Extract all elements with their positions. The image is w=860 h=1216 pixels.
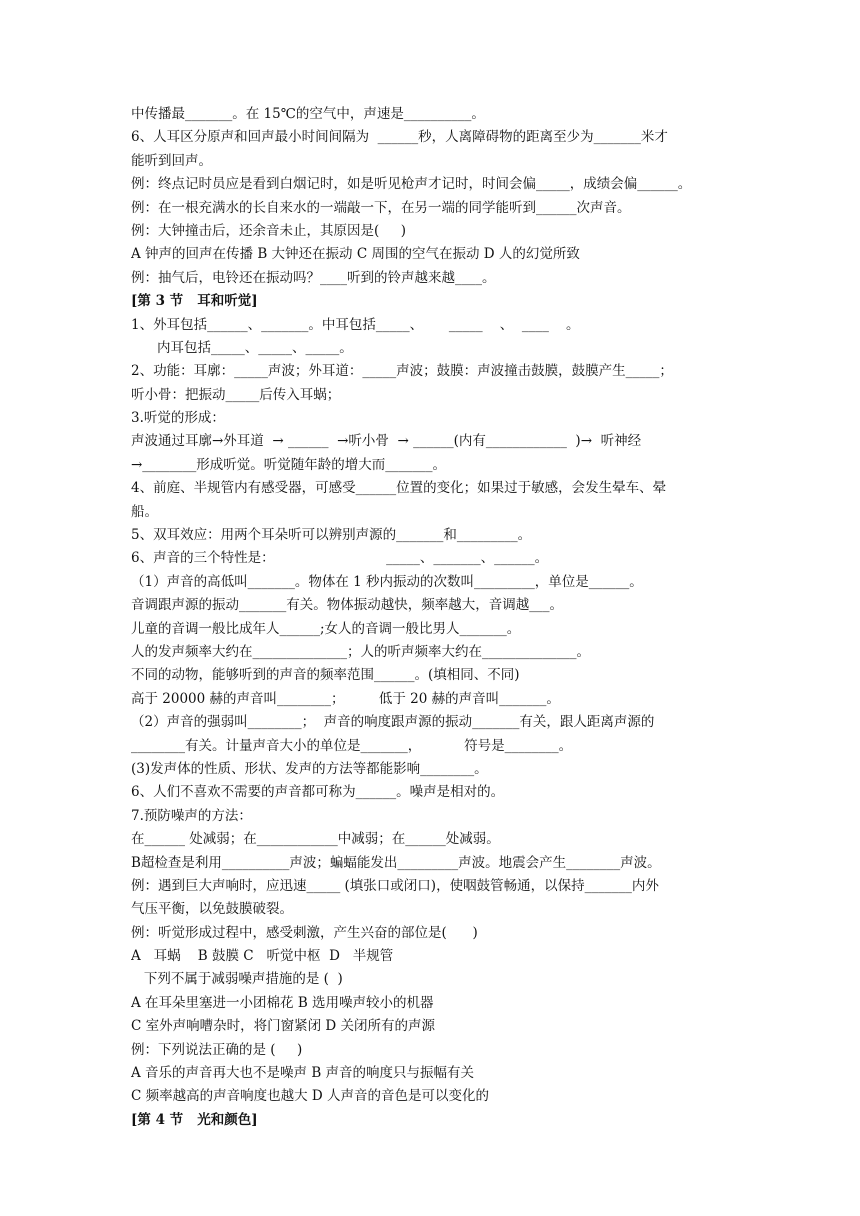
text-line: A 钟声的回声在传播 B 大钟还在振动 C 周围的空气在振动 D 人的幻觉所致 xyxy=(131,246,580,263)
text-line: 音调跟声源的振动_______有关。物体振动越快，频率越大，音调越___。 xyxy=(131,597,563,614)
text-line: 听小骨：把振动_____后传入耳蜗； xyxy=(131,386,341,403)
text-line: 2、功能：耳廓：_____声波；外耳道：_____声波；鼓膜：声波撞击鼓膜，鼓膜产生_____； xyxy=(131,363,673,380)
text-line: 下列不属于减弱噪声措施的是 ( ) xyxy=(131,971,343,988)
text-line: →________形成听觉。听觉随年龄的增大而_______。 xyxy=(131,456,447,473)
text-line: 6、人耳区分原声和回声最小时间间隔为 ______秒，人离障碍物的距离至少为_______米才 xyxy=(131,129,668,146)
text-line: 1、外耳包括______、_______。中耳包括_____、 _____ 、 ____ 。 xyxy=(131,316,580,333)
text-line: 船。 xyxy=(131,503,158,520)
text-line: 不同的动物，能够听到的声音的频率范围______。(填相同、不同) xyxy=(131,667,520,684)
text-line: 7.预防噪声的方法： xyxy=(131,807,252,824)
text-line: (3)发声体的性质、形状、发声的方法等都能影响________。 xyxy=(131,760,488,777)
text-line: 6、声音的三个特性是： _____、_______、______。 xyxy=(131,550,549,567)
document-body xyxy=(131,103,741,1132)
text-line: B超检查是利用__________声波；蝙蝠能发出_________声波。地震会产生________声波。 xyxy=(131,854,661,871)
text-line: （2）声音的强弱叫________； 声音的响度跟声源的振动_______有关，跟人距离声源的 xyxy=(131,714,655,731)
text-line: 儿童的音调一般比成年人______;女人的音调一般比男人_______。 xyxy=(131,620,521,637)
text-line: 例：终点记时员应是看到白烟记时，如是听见枪声才记时，时间会偏_____，成绩会偏______。 xyxy=(131,176,692,193)
text-line: 例：听觉形成过程中，感受刺激，产生兴奋的部位是( ) xyxy=(131,924,478,941)
section-heading: [第 4 节 光和颜色] xyxy=(131,1111,258,1128)
text-line: 4、前庭、半规管内有感受器，可感受______位置的变化；如果过于敏感，会发生晕车、晕 xyxy=(131,480,667,497)
text-line: （1）声音的高低叫_______。物体在 1 秒内振动的次数叫_________，单位是______。 xyxy=(131,573,643,590)
text-line: 在______ 处减弱；在____________中减弱；在______处减弱。 xyxy=(131,831,500,848)
text-line: C 室外声响嘈杂时，将门窗紧闭 D 关闭所有的声源 xyxy=(131,1018,436,1035)
text-line: 中传播最_______。在 15℃的空气中，声速是__________。 xyxy=(131,106,485,122)
text-line: 例：下列说法正确的是 ( ) xyxy=(131,1041,303,1058)
text-line: ________有关。计量声音大小的单位是_______， 符号是________。 xyxy=(131,737,573,754)
text-line: A 音乐的声音再大也不是噪声 B 声音的响度只与振幅有关 xyxy=(131,1065,475,1082)
section-heading: [第 3 节 耳和听觉] xyxy=(131,293,258,310)
text-line: 例：遇到巨大声响时，应迅速_____ (填张口或闭口)，使咽鼓管畅通，以保持_______内外 xyxy=(131,877,659,894)
text-line: 6、人们不喜欢不需要的声音都可称为______。噪声是相对的。 xyxy=(131,784,505,801)
text-line: 气压平衡，以免鼓膜破裂。 xyxy=(131,901,293,918)
text-line: 例：抽气后，电铃还在振动吗？____听到的铃声越来越____。 xyxy=(131,269,496,286)
text-line: 3.听觉的形成： xyxy=(131,410,225,427)
text-line: 例：大钟撞击后，还余音未止，其原因是( ) xyxy=(131,222,406,239)
text-line: 例：在一根充满水的长自来水的一端敲一下，在另一端的同学能听到______次声音。 xyxy=(131,199,631,216)
text-line: 声波通过耳廓→外耳道 → ______ →听小骨 → ______(内有____________ )→ 听神经 xyxy=(131,433,642,450)
text-line: 能听到回声。 xyxy=(131,152,212,169)
text-line: 人的发声频率大约在______________；人的听声频率大约在______________。 xyxy=(131,643,590,660)
text-line: C 频率越高的声音响度也越大 D 人声音的音色是可以变化的 xyxy=(131,1088,490,1105)
text-line: A 在耳朵里塞进一小团棉花 B 选用噪声较小的机器 xyxy=(131,994,434,1011)
text-line: 内耳包括_____、_____、_____。 xyxy=(157,339,353,356)
text-line: 高于 20000 赫的声音叫________； 低于 20 赫的声音叫_______。 xyxy=(131,690,560,707)
text-line: A 耳蜗 B 鼓膜 C 听觉中枢 D 半规管 xyxy=(131,948,394,965)
text-line: 5、双耳效应：用两个耳朵听可以辨别声源的_______和_________。 xyxy=(131,527,532,544)
